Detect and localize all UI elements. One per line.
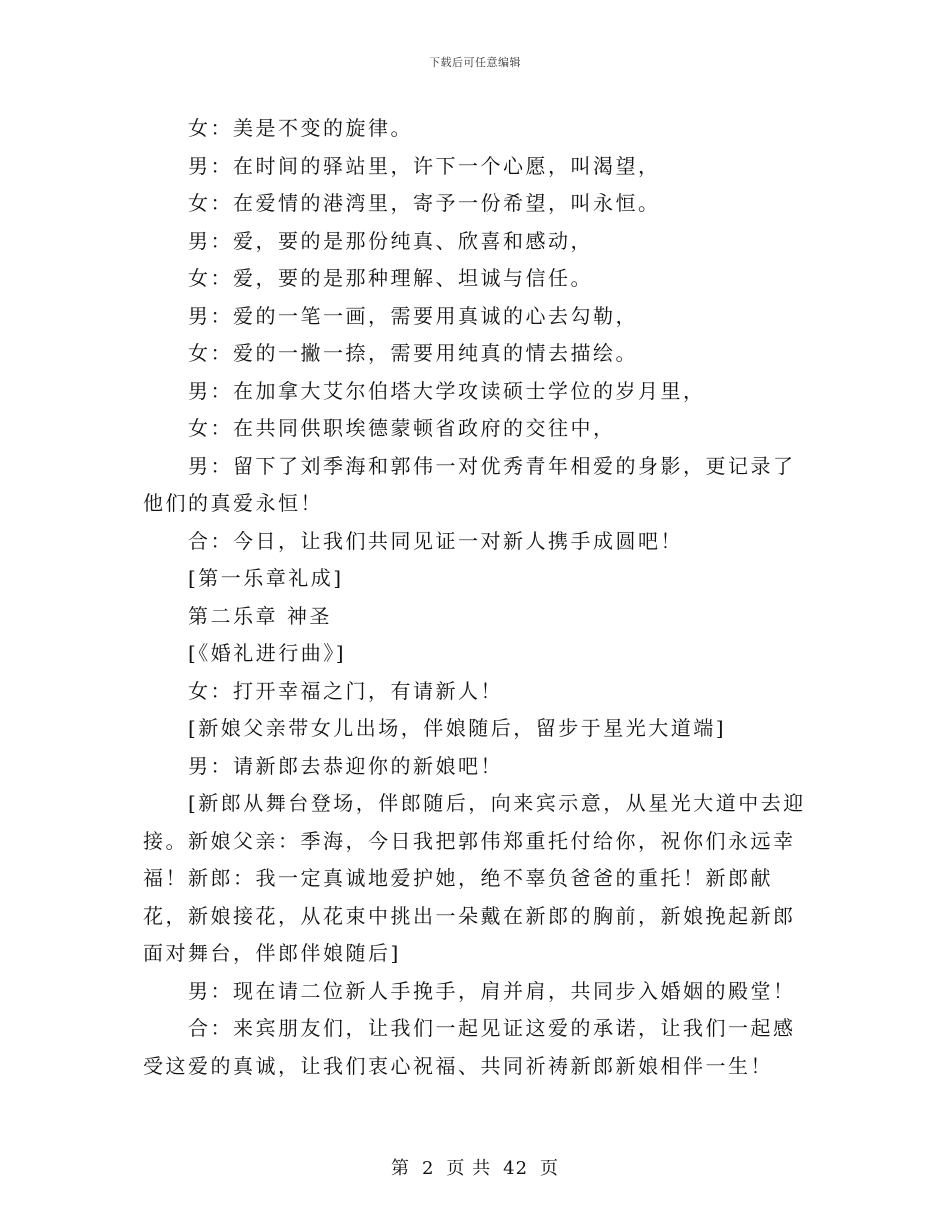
- paragraph: 男：在时间的驿站里，许下一个心愿，叫渴望，: [188, 153, 661, 178]
- paragraph: 合：今日，让我们共同见证一对新人携手成圆吧！: [188, 528, 683, 553]
- page-total: 42: [503, 1158, 529, 1179]
- paragraph: [新娘父亲带女儿出场，伴娘随后，留步于星光大道端]: [188, 716, 727, 740]
- section-heading: 第二乐章 神圣: [188, 603, 332, 628]
- header-note: 下载后可任意编辑: [429, 56, 521, 69]
- paragraph: 女：爱，要的是那种理解、坦诚与信任。: [188, 266, 593, 290]
- paragraph: [第一乐章礼成]: [188, 566, 344, 590]
- paragraph: 女：在共同供职埃德蒙顿省政府的交往中，: [188, 416, 616, 440]
- paragraph: 女：打开幸福之门，有请新人！: [188, 678, 503, 703]
- paragraph: [《婚礼进行曲》]: [188, 641, 347, 665]
- paragraph: 男：爱，要的是那份纯真、欣喜和感动，: [188, 228, 593, 253]
- page-number: 2: [421, 1158, 435, 1179]
- page-suffix: 页: [540, 1158, 560, 1179]
- paragraph: 男：在加拿大艾尔伯塔大学攻读硕士学位的岁月里，: [188, 378, 706, 403]
- page-middle: 页 共: [446, 1158, 492, 1179]
- paragraph: 男：现在请二位新人手挽手，肩并肩，共同步入婚姻的殿堂！: [188, 978, 796, 1003]
- page-prefix: 第: [390, 1158, 410, 1179]
- paragraph: 男：爱的一笔一画，需要用真诚的心去勾勒，: [188, 303, 638, 328]
- paragraph: 女：美是不变的旋律。: [188, 116, 413, 140]
- paragraph: 女：在爱情的港湾里，寄予一份希望，叫永恒。: [188, 191, 661, 215]
- document-body: [143, 110, 808, 1085]
- paragraph: [新郎从舞台登场，伴郎随后，向来宾示意，从星光大道中去迎接。新娘父亲：季海，今日我把郭伟郑重托付给你，祝你们永远幸福！新郎：我一定真诚地爱护她，绝不辜负爸爸的重托！新郎献花，新娘接花，从花束中挑出一朵戴在新郎的胸前，新娘挽起新郎面对舞台，伴郎伴娘随后]: [143, 791, 806, 965]
- paragraph: 女：爱的一撇一捺，需要用纯真的情去描绘。: [188, 341, 638, 365]
- paragraph: 合：来宾朋友们，让我们一起见证这爱的承诺，让我们一起感受这爱的真诚，让我们衷心祝福、共同祈祷新郎新娘相伴一生！: [143, 1016, 796, 1078]
- page-footer: [0, 1154, 950, 1180]
- paragraph: 男：留下了刘季海和郭伟一对优秀青年相爱的身影，更记录了他们的真爱永恒！: [143, 453, 796, 515]
- paragraph: 男：请新郎去恭迎你的新娘吧！: [188, 753, 503, 778]
